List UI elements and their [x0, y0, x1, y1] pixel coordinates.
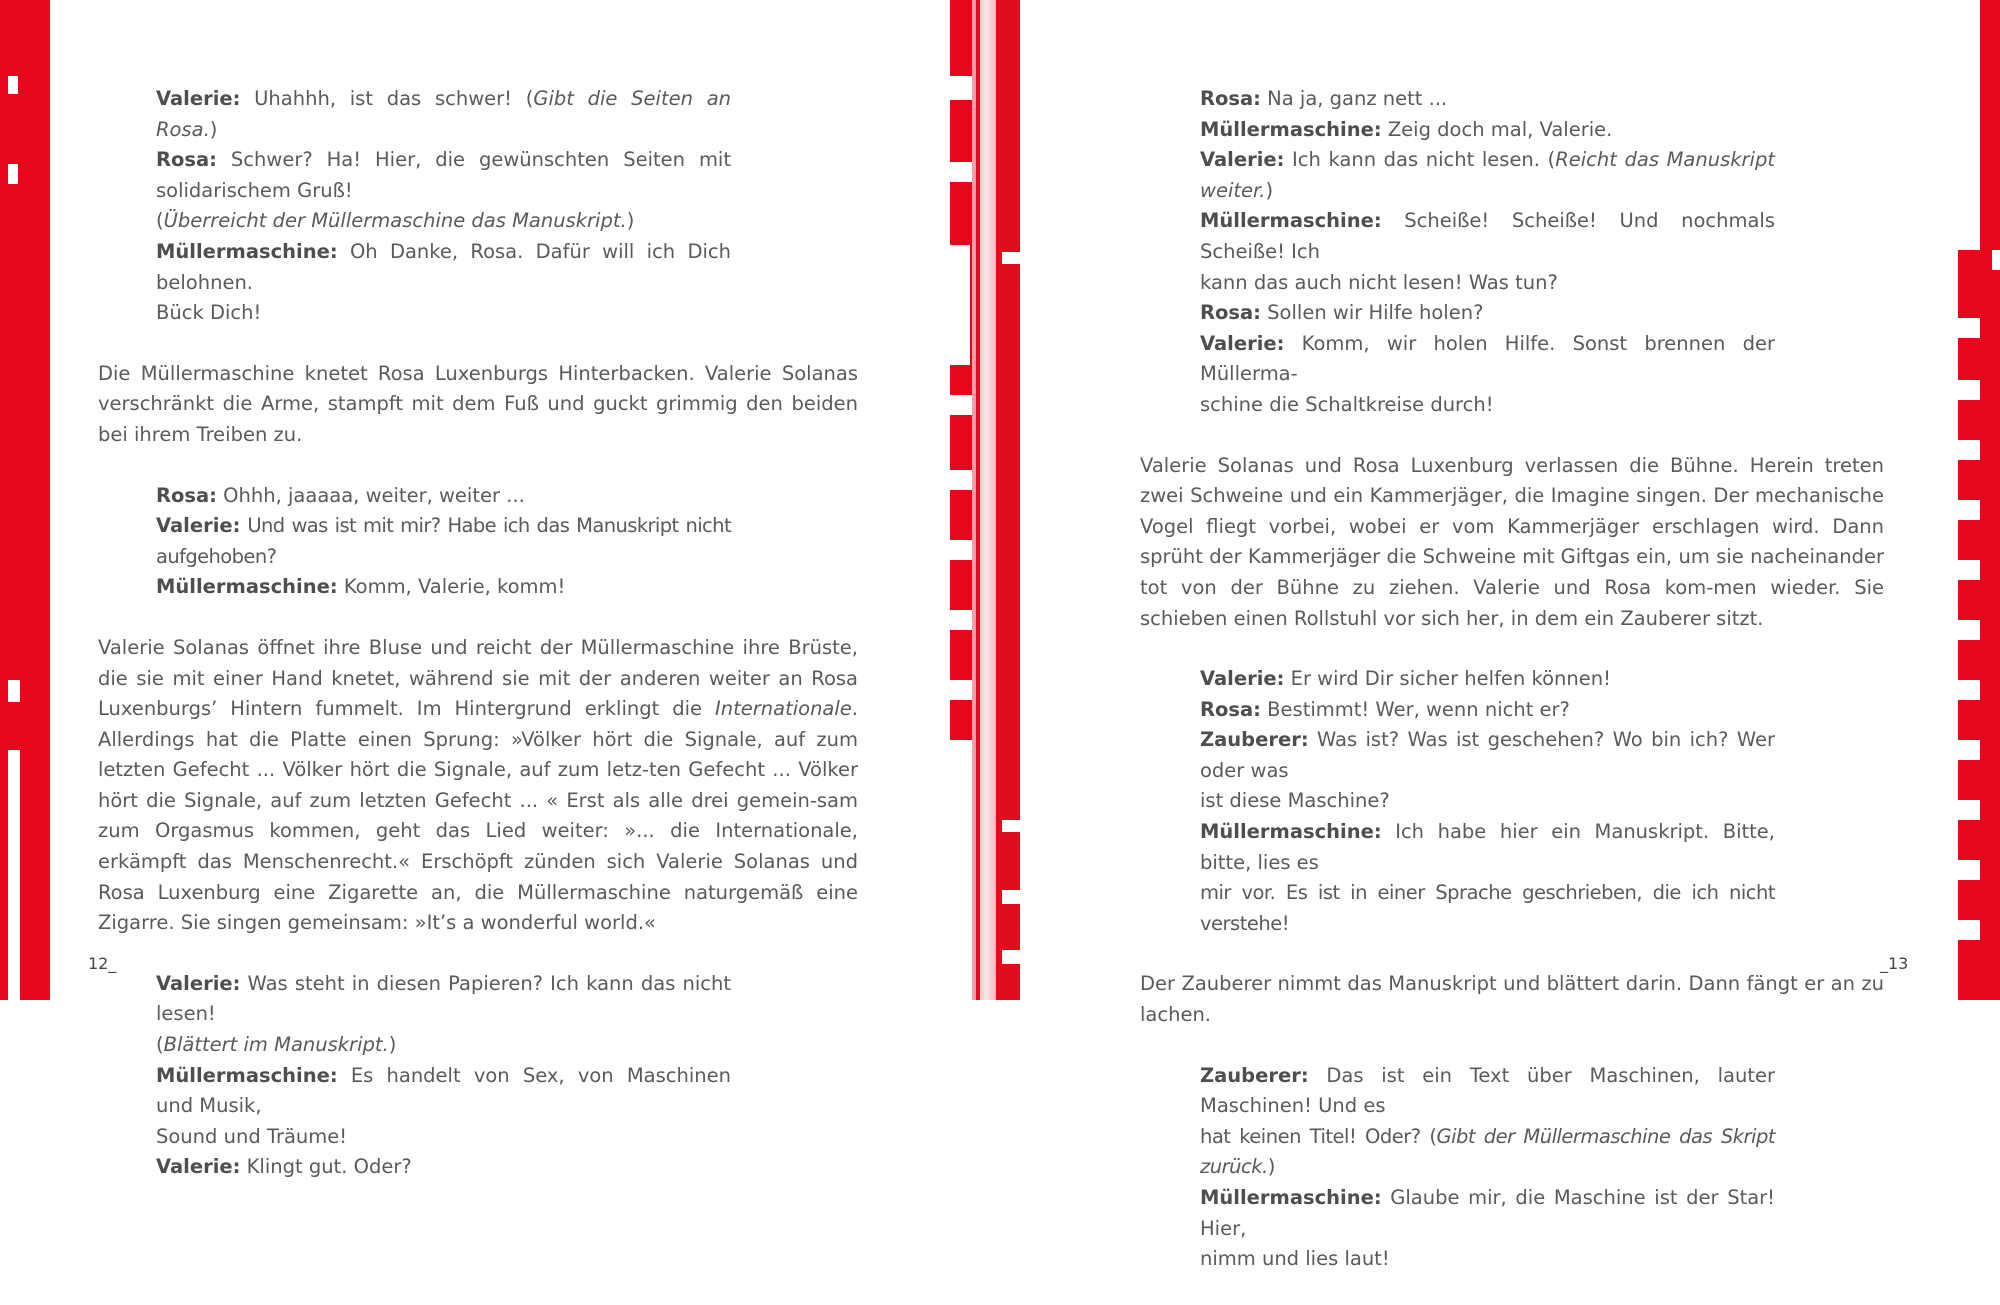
dialogue-block-2 — [156, 481, 731, 603]
stage-paragraph: Die Müllermaschine knetet Rosa Luxenburgs Hinterbacken. Valerie Solanas verschränkt die Arme, stampft mit dem Fuß und guckt grimmig den beiden bei ihrem Treiben zu. — [98, 361, 858, 446]
dialogue-line — [1200, 725, 1775, 786]
stage-paragraph — [98, 633, 858, 939]
stage-direction: Überreicht der Müllermaschine das Manuskript. — [163, 209, 627, 233]
dialogue-line — [1200, 329, 1775, 390]
line-open: ( — [156, 1033, 164, 1057]
page-number-right: _13 — [1880, 954, 1909, 973]
speaker: Valerie: — [156, 1155, 241, 1179]
dialogue-line — [156, 1030, 731, 1061]
line-text: Das ist ein Text über Maschinen, lauter Maschinen! Und es — [1200, 1063, 1775, 1118]
dialogue-block-2 — [1200, 664, 1775, 939]
line-text: Uhahhh, ist das schwer! ( — [240, 87, 534, 110]
center-left-red-border — [950, 0, 980, 1000]
line-end: ) — [209, 117, 218, 141]
speaker: Valerie: — [1200, 148, 1285, 172]
line-text: Er wird Dir sicher helfen können! — [1284, 667, 1611, 691]
dialogue-line: kann das auch nicht lesen! Was tun? — [1200, 270, 1558, 294]
speaker: Müllermaschine: — [1200, 117, 1382, 141]
line-text: Schwer? Ha! Hier, die gewünschten Seiten mit solidarischem Gruß! — [156, 148, 731, 202]
line-text: Oh Danke, Rosa. Dafür will ich Dich belohnen. — [156, 239, 731, 294]
dialogue-line: Sound und Träume! — [156, 1124, 348, 1148]
speaker: Müllermaschine: — [156, 575, 338, 599]
dialogue-block-1 — [1200, 84, 1775, 421]
dialogue-line — [1200, 1122, 1775, 1183]
speaker: Valerie: — [1200, 667, 1285, 691]
line-text: Komm, Valerie, komm! — [337, 575, 566, 599]
line-text: Ich habe hier ein Manuskript. Bitte, bitte, lies es — [1200, 820, 1775, 874]
speaker: Rosa: — [156, 483, 217, 507]
dialogue-line — [1200, 206, 1775, 267]
dialogue-line: schine die Schaltkreise durch! — [1200, 392, 1494, 416]
speaker: Rosa: — [1200, 87, 1261, 110]
dialogue-line — [156, 237, 731, 298]
dialogue-line — [1200, 145, 1775, 206]
dialogue-line — [1200, 664, 1775, 695]
dialogue-line: ist diese Maschine? — [1200, 789, 1390, 813]
dialogue-line — [1200, 1061, 1775, 1122]
speaker: Müllermaschine: — [1200, 209, 1382, 233]
speaker: Valerie: — [156, 87, 241, 110]
right-page — [1140, 84, 1884, 1305]
dialogue-line — [156, 1152, 731, 1183]
line-text: Sollen wir Hilfe holen? — [1260, 301, 1484, 325]
line-text: Was steht in diesen Papieren? Ich kann das nicht lesen! — [156, 971, 731, 1026]
line-end: ) — [1267, 1155, 1275, 1179]
speaker: Rosa: — [1200, 697, 1261, 721]
line-end: ) — [626, 209, 635, 233]
right-red-border — [1958, 0, 2000, 1000]
speaker: Müllermaschine: — [1200, 1186, 1382, 1209]
line-text: Und was ist mit mir? Habe ich das Manuskript nicht aufgehoben? — [156, 514, 731, 568]
book-gutter — [980, 0, 996, 1000]
line-text: Es handelt von Sex, von Maschinen und Musik, — [156, 1063, 731, 1118]
dialogue-block-1 — [156, 84, 731, 329]
song-title: Internationale — [715, 697, 852, 721]
line-open: ( — [156, 209, 164, 233]
center-right-red-border — [996, 0, 1020, 1000]
line-text: Komm, wir holen Hilfe. Sonst brennen der Müllerma- — [1200, 331, 1775, 386]
line-text: Glaube mir, die Maschine ist der Star! Hier, — [1200, 1186, 1775, 1240]
stage-direction: Reicht das Manuskript weiter. — [1200, 148, 1775, 202]
dialogue-line — [1200, 115, 1775, 146]
dialogue-line — [1200, 695, 1775, 726]
speaker: Müllermaschine: — [1200, 820, 1382, 844]
dialogue-line — [156, 481, 731, 512]
line-end: ) — [388, 1033, 397, 1057]
line-text: Was ist? Was ist geschehen? Wo bin ich? Wer oder was — [1200, 728, 1775, 782]
dialogue-line: mir vor. Es ist in einer Sprache geschrieben, die ich nicht verstehe! — [1200, 881, 1775, 935]
speaker: Rosa: — [156, 148, 217, 172]
line-end: ) — [1265, 178, 1274, 202]
line-text: Zeig doch mal, Valerie. — [1381, 117, 1613, 141]
speaker: Valerie: — [156, 514, 241, 538]
speaker: Rosa: — [1200, 301, 1261, 325]
dialogue-line — [1200, 817, 1775, 878]
speaker: Zauberer: — [1200, 1063, 1309, 1087]
dialogue-line — [156, 1061, 731, 1122]
dialogue-line — [156, 572, 731, 603]
left-red-border — [0, 0, 50, 1000]
dialogue-line — [156, 969, 731, 1030]
dialogue-line: Bück Dich! — [156, 301, 262, 325]
speaker: Valerie: — [1200, 331, 1285, 355]
speaker: Müllermaschine: — [156, 239, 338, 263]
line-text: Ich kann das nicht lesen. ( — [1284, 148, 1556, 172]
dialogue-line — [156, 511, 731, 572]
line-text: Na ja, ganz nett ... — [1260, 87, 1448, 110]
stage-direction: Blättert im Manuskript. — [163, 1033, 389, 1057]
line-text: Bestimmt! Wer, wenn nicht er? — [1260, 697, 1570, 721]
dialogue-block-3 — [1200, 1061, 1775, 1275]
stage-direction: Gibt die Seiten an Rosa. — [156, 87, 731, 141]
line-text: Scheiße! Scheiße! Und nochmals Scheiße! Ich — [1200, 209, 1775, 263]
line-text: Ohhh, jaaaaa, weiter, weiter ... — [216, 483, 525, 507]
speaker: Müllermaschine: — [156, 1063, 338, 1087]
line-text: hat keinen Titel! Oder? ( — [1200, 1124, 1437, 1148]
dialogue-line — [156, 206, 731, 237]
para-text: . Allerdings hat die Platte einen Sprung: »Völker hört die Signale, auf zum letzten Gefecht ... Völker hört die Signale, auf zum letz-ten Gefecht ... Völker hört die Signale, auf zum letzten Gefecht ... « Erst als alle drei gemein-sam zum Orgasmus kommen, geht das Lied weiter: »... die Internationale, erkämpft das Menschenrecht.« Erschöpft zünden sich Valerie Solanas und Rosa Luxenburg eine Zigarette an, die Müllermaschine naturgemäß eine Zigarre. Sie singen gemeinsam: »It’s a wonderful world.« — [98, 697, 858, 935]
para-text: Valerie Solanas öffnet ihre Bluse und reicht der Müllermaschine ihre Brüste, die sie mit einer Hand knetet, während sie mit der anderen weiter an Rosa Luxenburgs’ Hintern fummelt. Im Hintergrund erklingt die — [98, 635, 858, 721]
page-number-left: 12_ — [88, 954, 117, 973]
dialogue-line: nimm und lies laut! — [1200, 1247, 1390, 1271]
speaker: Zauberer: — [1200, 728, 1309, 752]
stage-paragraph: Der Zauberer nimmt das Manuskript und blättert darin. Dann fängt er an zu lachen. — [1140, 972, 1884, 1027]
dialogue-line — [1200, 1183, 1775, 1244]
dialogue-line — [156, 145, 731, 206]
stage-paragraph: Valerie Solanas und Rosa Luxenburg verlassen die Bühne. Herein treten zwei Schweine und ein Kammerjäger, die Imagine singen. Der mechanische Vogel fliegt vorbei, wobei er vom Kammerjäger erschlagen wird. Dann sprüht der Kammerjäger die Schweine mit Giftgas ein, um sie nacheinander tot von der Bühne zu ziehen. Valerie und Rosa kom-men wieder. Sie schieben einen Rollstuhl vor sich her, in dem ein Zauberer sitzt. — [1140, 453, 1884, 630]
dialogue-block-3 — [156, 969, 731, 1183]
speaker: Valerie: — [156, 971, 241, 995]
line-text: Klingt gut. Oder? — [240, 1155, 412, 1179]
left-page — [98, 84, 858, 1213]
dialogue-line — [1200, 298, 1775, 329]
stage-direction: Gibt der Müllermaschine das Skript zurück. — [1200, 1124, 1775, 1179]
dialogue-line — [156, 84, 731, 145]
dialogue-line — [1200, 84, 1775, 115]
